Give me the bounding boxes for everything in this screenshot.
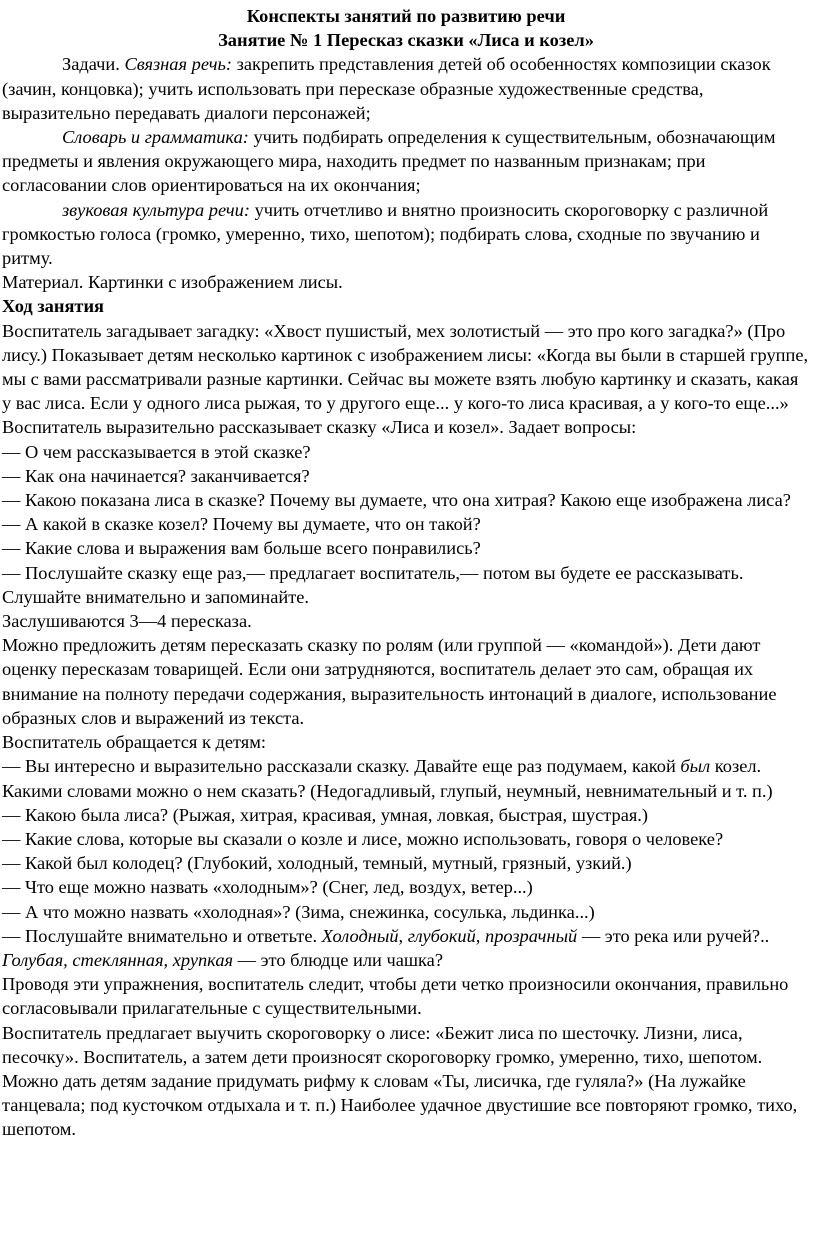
roles-paragraph: Можно предложить детям пересказать сказку по ролям (или группой — «командой»). Дети дают оценку пересказам товарищей. Если они затрудняются, воспитатель делает это сам, обращая их внимание на полноту передачи содержания, выразительность интонаций в диалоге, использование образных слов и выражений из текста.: [2, 635, 777, 728]
exercise-paragraph: Проводя эти упражнения, воспитатель следит, чтобы дети четко произносили окончания, правильно согласовывали прилагательные с существительными.: [2, 974, 789, 1019]
sound-culture-paragraph: [2, 198, 810, 271]
course-heading: Ход занятия: [2, 296, 104, 317]
dialog-1-text: — Вы интересно и выразительно рассказали сказку. Давайте еще раз подумаем, какой: [2, 756, 681, 777]
question-1: — О чем рассказывается в этой сказке?: [2, 441, 311, 462]
story-paragraph: Воспитатель выразительно рассказывает сказку «Лиса и козел». Задает вопросы:: [2, 417, 637, 438]
grammar-label: Словарь и грамматика:: [62, 127, 249, 148]
grammar-text: учить подбирать определения к существительным, обозначающим предметы и явления окружающего мира, находить предмет по названным признакам; при согласовании слов ориентироваться на их окончания;: [2, 127, 776, 196]
document-title: Конспекты занятий по развитию речи: [246, 6, 566, 26]
dialog-5: — Что еще можно назвать «холодным»? (Снег, лед, воздух, ветер...): [2, 877, 533, 898]
dialog-7-c: — это река или ручей?..: [577, 925, 770, 946]
coherent-speech-label: Связная речь:: [124, 54, 233, 75]
dialog-2: — Какою была лиса? (Рыжая, хитрая, красивая, умная, ловкая, быстрая, шустрая.): [2, 804, 649, 825]
riddle-paragraph: Воспитатель загадывает загадку: «Хвост пушистый, мех золотистый — это про кого загадка?» (Про лису.) Показывает детям несколько картинок с изображением лисы: «Когда вы были в старшей группе, мы с вами рассматривали разные картинки. Сейчас вы можете взять любую картинку и сказать, какая у вас лиса. Если у одного лиса рыжая, то у другого еще... у кого-то лиса красивая, а у кого-то еще...»: [2, 320, 809, 414]
dialog-1-tail: козел. Какими словами можно о нем сказать? (Недогадливый, глупый, неумный, невнимательный и т. п.): [2, 756, 773, 801]
dialog-7-e: — это блюдце или чашка?: [233, 949, 443, 970]
address-paragraph: Воспитатель обращается к детям:: [2, 732, 267, 753]
dialog-7-b: Холодный, глубокий, прозрачный: [321, 925, 578, 946]
retell-paragraph: Заслушиваются 3—4 пересказа.: [2, 611, 252, 632]
question-2: — Как она начинается? заканчивается?: [2, 465, 310, 486]
material-paragraph: Материал. Картинки с изображением лисы.: [2, 272, 343, 293]
question-5: — Какие слова и выражения вам больше всего понравились?: [2, 538, 481, 559]
rhyme-paragraph: Можно дать детям задание придумать рифму к словам «Ты, лисичка, где гуляла?» (На лужайке танцевала; под кусточком отдыхала и т. п.) Наиболее удачное двустишие все повторяют громко, тихо, шепотом.: [2, 1070, 798, 1140]
question-6: — Послушайте сказку еще раз,— предлагает воспитатель,— потом вы будете ее рассказывать. Слушайте внимательно и запоминайте.: [2, 562, 744, 607]
question-3: — Какою показана лиса в сказке? Почему вы думаете, что она хитрая? Какою еще изображена лиса?: [2, 490, 791, 511]
tasks-paragraph: [2, 52, 810, 125]
dialog-4: — Какой был колодец? (Глубокий, холодный, темный, мутный, грязный, узкий.): [2, 853, 632, 874]
sound-culture-text: учить отчетливо и внятно произносить скороговорку с различной громкостью голоса (громко, умеренно, тихо, шепотом); подбирать слова, сходные по звучанию и ритму.: [2, 199, 769, 269]
grammar-paragraph: [2, 125, 810, 198]
dialog-3: — Какие слова, которые вы сказали о козле и лисе, можно использовать, говоря о человеке?: [2, 828, 724, 849]
lesson-title: Занятие № 1 Пересказ сказки «Лиса и козел»: [218, 30, 594, 51]
dialog-1-italic: был: [680, 756, 711, 777]
dialog-1: [2, 754, 810, 802]
dialog-7: [2, 924, 810, 972]
coherent-speech-text: закрепить представления детей об особенностях композиции сказок (зачин, концовка); учить использовать при пересказе образные художественные средства, выразительно передавать диалоги персонажей;: [2, 54, 771, 123]
sound-culture-label: звуковая культура речи:: [62, 199, 250, 220]
dialog-6: — А что можно назвать «холодная»? (Зима, снежинка, сосулька, льдинка...): [2, 901, 595, 922]
tongue-twister-paragraph: Воспитатель предлагает выучить скороговорку о лисе: «Бежит лиса по шесточку. Лизни, лиса, песочку». Воспитатель, а затем дети произносят скороговорку громко, умеренно, тихо, шепотом.: [2, 1022, 763, 1067]
tasks-label: Задачи.: [62, 54, 125, 75]
dialog-7-a: — Послушайте внимательно и ответьте.: [2, 925, 322, 946]
dialog-7-d: Голубая, стеклянная, хрупкая: [2, 949, 234, 970]
question-4: — А какой в сказке козел? Почему вы думаете, что он такой?: [2, 514, 481, 535]
